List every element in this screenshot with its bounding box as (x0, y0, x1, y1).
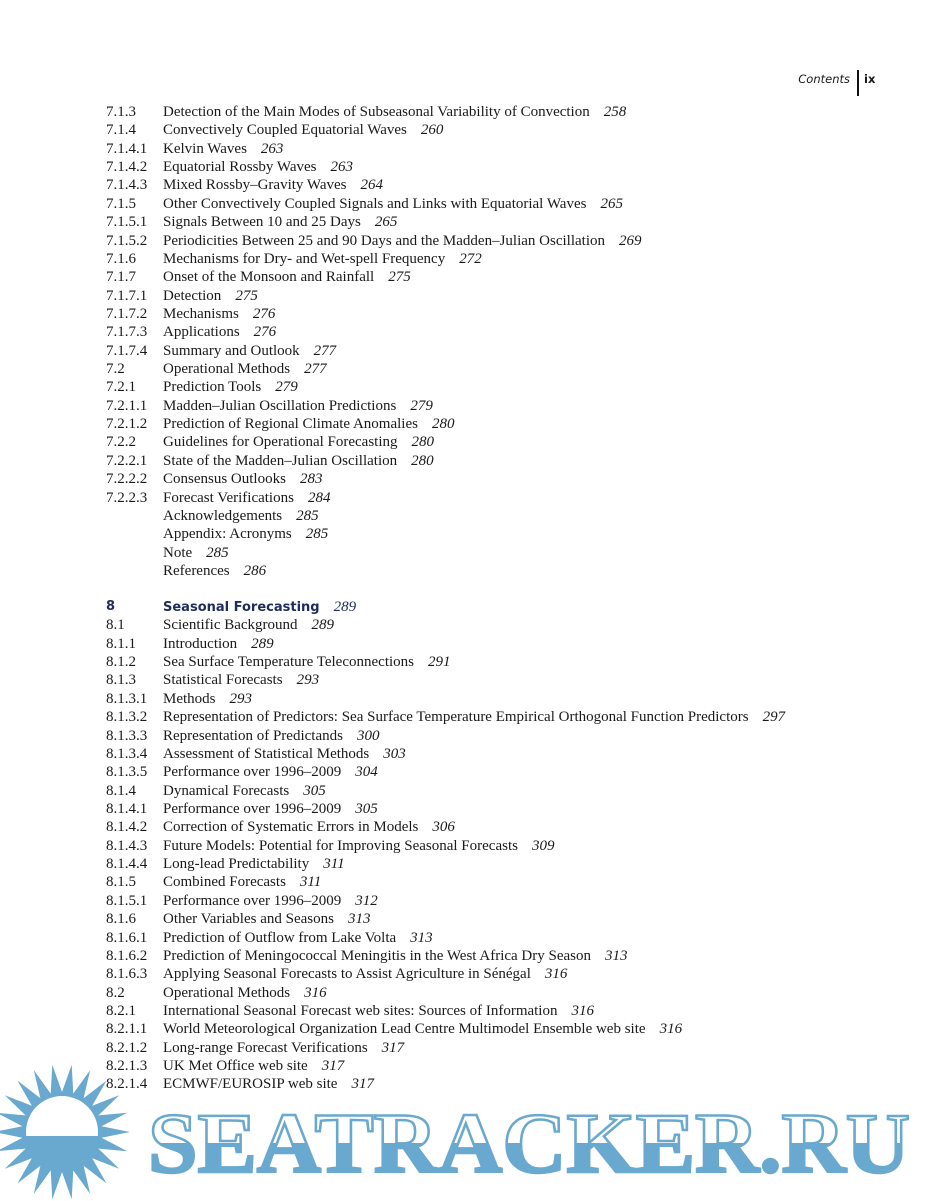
entry-number: 7.1.5.1 (106, 214, 148, 231)
entry-number: 8.1.4.4 (106, 856, 148, 873)
entry-title: Assessment of Statistical Methods (163, 745, 370, 762)
entry-title: Applications (163, 324, 240, 341)
entry-page: 289 (311, 617, 335, 634)
toc-entry[interactable] (106, 690, 906, 708)
entry-number: 8.1.3.3 (106, 727, 148, 744)
entry-title: Long-lead Predictability (163, 856, 310, 873)
spacer (106, 580, 906, 598)
entry-page: 275 (388, 269, 411, 286)
toc-entry[interactable] (106, 929, 906, 947)
toc-entry[interactable] (106, 635, 906, 653)
entry-number: 7.1.7 (106, 269, 136, 286)
toc-entry[interactable] (106, 378, 906, 396)
entry-number: 7.1.7.1 (106, 287, 148, 304)
entry-title: Other Convectively Coupled Signals and Links with Equatorial Waves (163, 195, 587, 212)
entry-title: Applying Seasonal Forecasts to Assist Agriculture in Sénégal (163, 966, 531, 983)
entry-title: Statistical Forecasts (163, 672, 283, 689)
entry-page: 263 (260, 140, 284, 157)
chapter-number: 8 (106, 599, 116, 615)
toc-entry[interactable] (106, 965, 906, 983)
seatracker-watermark (0, 1060, 925, 1201)
entry-title: Sea Surface Temperature Teleconnections (163, 654, 414, 671)
toc-entry[interactable] (106, 727, 906, 745)
entry-number: 7.2 (106, 361, 125, 378)
entry-page: 317 (321, 1058, 345, 1075)
toc-entry[interactable] (106, 103, 906, 121)
entry-number: 8.1.6.2 (106, 947, 148, 964)
entry-number: 7.1.4 (106, 122, 136, 139)
entry-number: 8.2.1.1 (106, 1021, 148, 1038)
entry-number: 7.1.5.2 (106, 232, 148, 249)
entry-page: 276 (253, 324, 277, 341)
entry-number: 7.1.4.3 (106, 177, 148, 194)
entry-number: 8.1.4 (106, 782, 136, 799)
toc-entry[interactable] (106, 158, 906, 176)
entry-title: Forecast Verifications (163, 489, 294, 506)
entry-title: Mechanisms (163, 305, 239, 322)
entry-number: 8.1.2 (106, 654, 136, 671)
toc-entry[interactable] (106, 782, 906, 800)
entry-title: Prediction Tools (163, 379, 262, 396)
chapter-heading[interactable] (106, 598, 906, 616)
entry-number: 8.2.1.2 (106, 1039, 148, 1056)
entry-number: 8.1.1 (106, 635, 136, 652)
entry-page: 317 (381, 1039, 405, 1056)
entry-number: 7.1.4.2 (106, 159, 148, 176)
toc-entry[interactable] (106, 544, 906, 562)
toc-entry[interactable] (106, 873, 906, 891)
entry-title: Representation of Predictors: Sea Surface Temperature Empirical Orthogonal Function Predictors (163, 709, 749, 726)
running-header (0, 70, 925, 96)
entry-number: 8.1.3.5 (106, 764, 148, 781)
entry-number: 8.2 (106, 984, 125, 1001)
entry-page: 276 (252, 305, 276, 322)
entry-page: 275 (235, 287, 258, 304)
entry-number: 7.1.5 (106, 195, 136, 212)
entry-number: 8.2.1 (106, 1002, 136, 1019)
entry-page: 280 (411, 434, 435, 451)
entry-title: Note (163, 544, 193, 561)
entry-page: 316 (304, 984, 327, 1001)
entry-title: UK Met Office web site (163, 1058, 308, 1075)
entry-title: Madden–Julian Oscillation Predictions (163, 397, 397, 414)
entry-title: Methods (163, 690, 216, 707)
entry-page: 272 (459, 250, 482, 267)
entry-number: 7.2.2.3 (106, 489, 148, 506)
entry-page: 309 (531, 837, 555, 854)
entry-title: Convectively Coupled Equatorial Waves (163, 122, 407, 139)
toc-part-2 (106, 616, 906, 1093)
toc-entry[interactable] (106, 232, 906, 250)
entry-number: 7.2.1.2 (106, 416, 148, 433)
entry-page: 260 (420, 122, 444, 139)
entry-title: Periodicities Between 25 and 90 Days and the Madden–Julian Oscillation (163, 232, 605, 249)
header-section: Contents (798, 72, 850, 86)
entry-number: 8.1.3 (106, 672, 136, 689)
entry-title: Introduction (163, 635, 238, 652)
entry-page: 305 (303, 782, 326, 799)
entry-page: 265 (600, 195, 623, 212)
entry-number: 7.1.6 (106, 250, 136, 267)
toc-entry[interactable] (106, 616, 906, 634)
entry-page: 283 (299, 471, 323, 488)
toc-entry[interactable] (106, 121, 906, 139)
toc-entry[interactable] (106, 1002, 906, 1020)
entry-page: 311 (323, 856, 345, 873)
entry-page: 300 (356, 727, 380, 744)
entry-title: Kelvin Waves (163, 140, 247, 157)
entry-page: 286 (243, 562, 267, 579)
toc-entry[interactable] (106, 1020, 906, 1038)
toc-entry[interactable] (106, 287, 906, 305)
entry-title: Future Models: Potential for Improving Seasonal Forecasts (163, 837, 518, 854)
toc-entry[interactable] (106, 984, 906, 1002)
entry-number: 7.1.4.1 (106, 140, 148, 157)
entry-title: Appendix: Acronyms (163, 526, 292, 543)
entry-title: State of the Madden–Julian Oscillation (163, 452, 398, 469)
entry-title: Prediction of Regional Climate Anomalies (163, 416, 418, 433)
entry-page: 285 (206, 544, 229, 561)
entry-number: 7.2.2 (106, 434, 136, 451)
entry-page: 277 (304, 361, 327, 378)
entry-title: Detection (163, 287, 222, 304)
toc-entry[interactable] (106, 818, 906, 836)
entry-page: 279 (410, 397, 433, 414)
entry-page: 293 (229, 690, 252, 707)
entry-title: Dynamical Forecasts (163, 782, 290, 799)
entry-title: Other Variables and Seasons (163, 911, 334, 928)
toc-entry[interactable] (106, 562, 906, 580)
entry-title: Performance over 1996–2009 (163, 764, 342, 781)
entry-number: 8.2.1.3 (106, 1058, 148, 1075)
entry-page: 264 (360, 177, 384, 194)
toc-entry[interactable] (106, 525, 906, 543)
toc-entry[interactable] (106, 671, 906, 689)
entry-page: 280 (431, 416, 455, 433)
entry-page: 269 (619, 232, 642, 249)
entry-number: 8.1.4.3 (106, 837, 148, 854)
header-divider (857, 70, 859, 96)
toc-entry[interactable] (106, 323, 906, 341)
entry-page: 265 (374, 214, 398, 231)
toc-entry[interactable] (106, 452, 906, 470)
entry-number: 7.2.1 (106, 379, 136, 396)
entry-title: Performance over 1996–2009 (163, 892, 342, 909)
entry-page: 280 (411, 452, 434, 469)
entry-page: 313 (347, 911, 371, 928)
toc-entry[interactable] (106, 360, 906, 378)
entry-page: 305 (355, 800, 378, 817)
toc-entry[interactable] (106, 653, 906, 671)
toc-entry[interactable] (106, 213, 906, 231)
chapter-page: 289 (333, 599, 357, 616)
entry-number: 7.1.7.4 (106, 342, 148, 359)
entry-number: 7.2.2.2 (106, 471, 148, 488)
toc-entry[interactable] (106, 947, 906, 965)
entry-number: 8.1.5 (106, 874, 136, 891)
entry-page: 312 (355, 892, 378, 909)
entry-page: 313 (605, 947, 628, 964)
toc-entry[interactable] (106, 268, 906, 286)
toc-entry[interactable] (106, 489, 906, 507)
entry-page: 258 (603, 104, 627, 120)
entry-page: 293 (296, 672, 320, 689)
entry-title: Guidelines for Operational Forecasting (163, 434, 398, 451)
entry-page: 263 (330, 159, 353, 176)
entry-number: 7.1.7.2 (106, 305, 148, 322)
toc-entry[interactable] (106, 1039, 906, 1057)
entry-title: Mixed Rossby–Gravity Waves (163, 177, 347, 194)
entry-number: 8.1.6 (106, 911, 136, 928)
entry-title: Consensus Outlooks (163, 471, 286, 488)
entry-number: 8.1 (106, 617, 125, 634)
toc-entry[interactable] (106, 763, 906, 781)
entry-title: Mechanisms for Dry- and Wet-spell Frequency (163, 250, 446, 267)
toc-entry[interactable] (106, 176, 906, 194)
entry-page: 306 (432, 819, 455, 836)
watermark-text: SEATRACKER.RU (148, 1095, 910, 1191)
chapter-title: Seasonal Forecasting (163, 600, 320, 616)
entry-number: 8.2.1.4 (106, 1076, 148, 1093)
entry-title: Prediction of Meningococcal Meningitis in the West Africa Dry Season (163, 947, 592, 964)
entry-number: 8.1.3.2 (106, 709, 148, 726)
entry-page: 284 (307, 489, 331, 506)
toc-entry[interactable] (106, 342, 906, 360)
toc-entry[interactable] (106, 433, 906, 451)
entry-title: ECMWF/EUROSIP web site (163, 1076, 338, 1093)
entry-number: 8.1.4.2 (106, 819, 148, 836)
toc-entry[interactable] (106, 415, 906, 433)
toc-entry[interactable] (106, 470, 906, 488)
entry-page: 316 (659, 1021, 683, 1038)
entry-page: 311 (299, 874, 322, 891)
entry-number: 7.2.1.1 (106, 397, 148, 414)
toc-entry[interactable] (106, 305, 906, 323)
entry-title: World Meteorological Organization Lead Centre Multimodel Ensemble web site (163, 1021, 646, 1038)
entry-title: Operational Methods (163, 984, 291, 1001)
entry-page: 279 (275, 379, 298, 396)
entry-page: 285 (296, 507, 319, 524)
entry-title: Signals Between 10 and 25 Days (163, 214, 361, 231)
entry-number: 7.1.3 (106, 104, 136, 120)
entry-title: Summary and Outlook (163, 342, 300, 359)
entry-page: 285 (305, 526, 329, 543)
toc-entry[interactable] (106, 910, 906, 928)
entry-number: 8.1.4.1 (106, 800, 148, 817)
entry-page: 289 (251, 635, 274, 652)
entry-number: 8.1.6.1 (106, 929, 148, 946)
entry-page: 291 (428, 654, 451, 671)
toc-entry[interactable] (106, 708, 906, 726)
toc-entry[interactable] (106, 892, 906, 910)
entry-number: 7.1.7.3 (106, 324, 148, 341)
toc-entry[interactable] (106, 745, 906, 763)
entry-page: 303 (383, 745, 406, 762)
entry-title: Acknowledgements (163, 507, 283, 524)
table-of-contents (106, 103, 906, 1094)
entry-title: Onset of the Monsoon and Rainfall (163, 269, 375, 286)
entry-title: Operational Methods (163, 361, 291, 378)
entry-page: 297 (762, 709, 786, 726)
entry-title: Equatorial Rossby Waves (163, 159, 317, 176)
entry-title: Performance over 1996–2009 (163, 800, 342, 817)
entry-title: International Seasonal Forecast web sites: Sources of Information (163, 1002, 558, 1019)
entry-number: 8.1.5.1 (106, 892, 148, 909)
entry-page: 304 (355, 764, 378, 781)
entry-title: Combined Forecasts (163, 874, 286, 891)
entry-title: Prediction of Outflow from Lake Volta (163, 929, 397, 946)
toc-part-1 (106, 103, 906, 580)
entry-page: 313 (410, 929, 433, 946)
toc-entry[interactable] (106, 195, 906, 213)
toc-entry[interactable] (106, 250, 906, 268)
entry-number: 8.1.3.1 (106, 690, 148, 707)
entry-title: Scientific Background (163, 617, 298, 634)
entry-title: Detection of the Main Modes of Subseasonal Variability of Convection (163, 104, 590, 120)
entry-title: Correction of Systematic Errors in Models (163, 819, 419, 836)
entry-number: 7.2.2.1 (106, 452, 148, 469)
toc-entry[interactable] (106, 140, 906, 158)
toc-entry[interactable] (106, 507, 906, 525)
entry-title: Long-range Forecast Verifications (163, 1039, 368, 1056)
toc-entry[interactable] (106, 837, 906, 855)
sun-logo-icon (0, 1065, 130, 1200)
entry-page: 316 (544, 966, 568, 983)
entry-number: 8.1.6.3 (106, 966, 148, 983)
toc-entry[interactable] (106, 397, 906, 415)
entry-number: 8.1.3.4 (106, 745, 148, 762)
toc-entry[interactable] (106, 800, 906, 818)
entry-title: References (163, 562, 230, 579)
entry-title: Representation of Predictands (163, 727, 343, 744)
toc-entry[interactable] (106, 855, 906, 873)
entry-page: 277 (313, 342, 337, 359)
header-page-number: ix (864, 72, 876, 86)
entry-page: 316 (571, 1002, 594, 1019)
entry-page: 317 (351, 1076, 374, 1093)
